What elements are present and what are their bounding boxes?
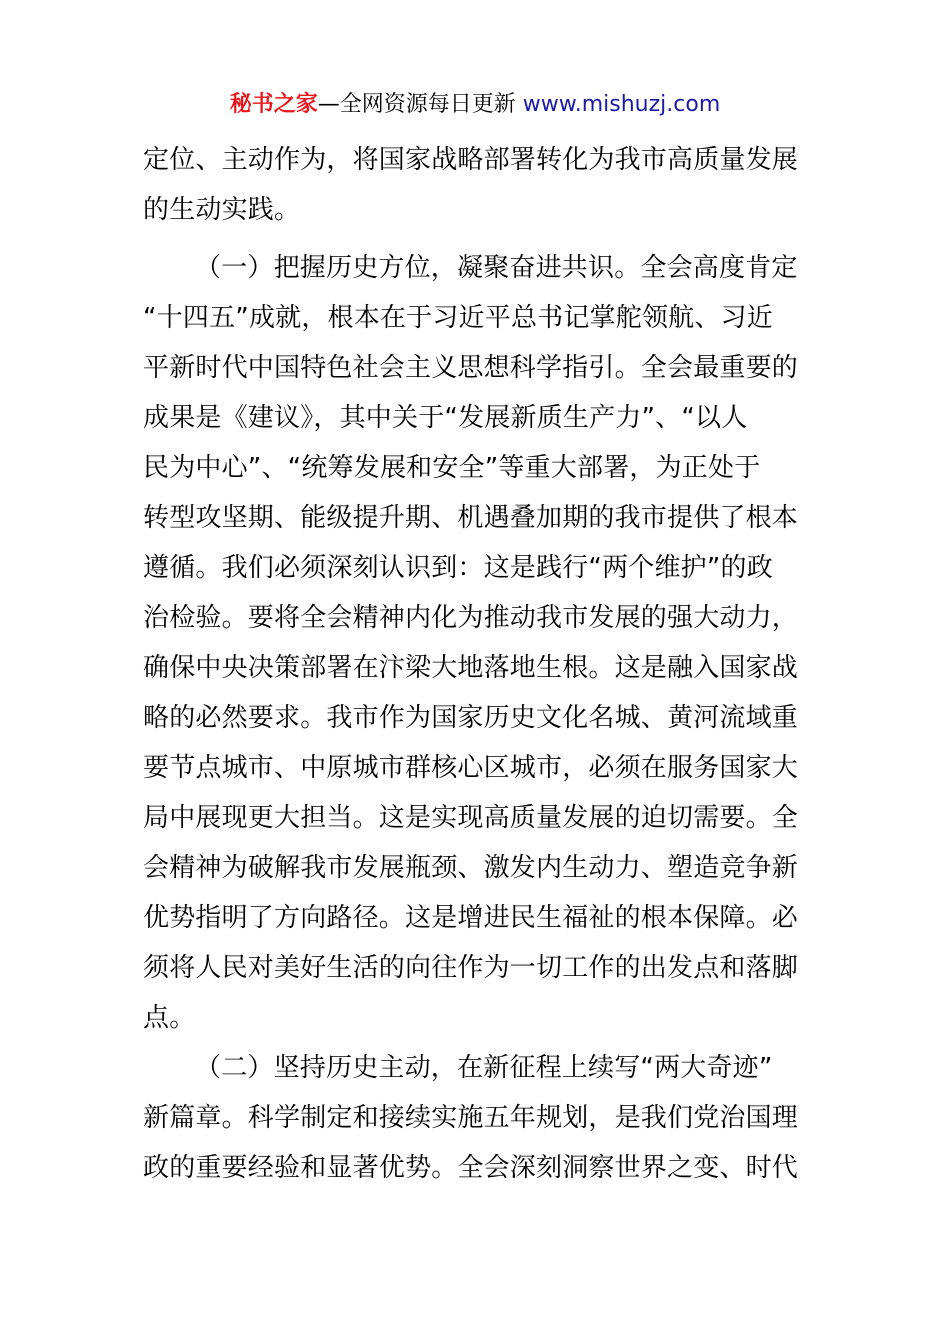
section-heading-line: （一）把握历史方位，凝聚奋进共识。全会高度肯定 [195, 253, 798, 283]
text-line: 优势指明了方向路径。这是增进民生福祉的根本保障。必 [143, 903, 799, 933]
text-line: 政的重要经验和显著优势。全会深刻洞察世界之变、时代 [143, 1153, 799, 1183]
section-heading-line: （二）坚持历史主动，在新征程上续写“两大奇迹” [195, 1053, 773, 1083]
text-line: 民为中心”、“统筹发展和安全”等重大部署，为正处于 [143, 453, 761, 483]
text-line: 定位、主动作为，将国家战略部署转化为我市高质量发展 [143, 145, 799, 175]
document-header [0, 88, 950, 122]
text-line: 新篇章。科学制定和接续实施五年规划，是我们党治国理 [143, 1103, 799, 1133]
text-line: 治检验。要将全会精神内化为推动我市发展的强大动力， [143, 603, 799, 633]
text-line: 要节点城市、中原城市群核心区城市，必须在服务国家大 [143, 753, 799, 783]
text-line: 转型攻坚期、能级提升期、机遇叠加期的我市提供了根本 [143, 503, 799, 533]
text-line: “十四五”成就，根本在于习近平总书记掌舵领航、习近 [143, 303, 773, 333]
site-brand: 秘书之家 [229, 92, 318, 117]
text-line: 成果是《建议》，其中关于“发展新质生产力”、“以人 [143, 403, 748, 433]
text-line: 点。 [143, 1003, 196, 1033]
text-line: 略的必然要求。我市作为国家历史文化名城、黄河流域重 [143, 703, 799, 733]
site-url-link[interactable]: www.mishuzj.com [522, 92, 721, 117]
text-line: 确保中央决策部署在汴梁大地落地生根。这是融入国家战 [143, 653, 799, 683]
text-line: 遵循。我们必须深刻认识到：这是践行“两个维护”的政 [143, 553, 773, 583]
text-line: 会精神为破解我市发展瓶颈、激发内生动力、塑造竞争新 [143, 853, 799, 883]
text-line: 平新时代中国特色社会主义思想科学指引。全会最重要的 [143, 353, 799, 383]
site-tagline: —全网资源每日更新 [317, 92, 523, 117]
text-line: 局中展现更大担当。这是实现高质量发展的迫切需要。全 [143, 803, 799, 833]
text-line: 的生动实践。 [143, 195, 301, 225]
text-line: 须将人民对美好生活的向往作为一切工作的出发点和落脚 [143, 953, 799, 983]
